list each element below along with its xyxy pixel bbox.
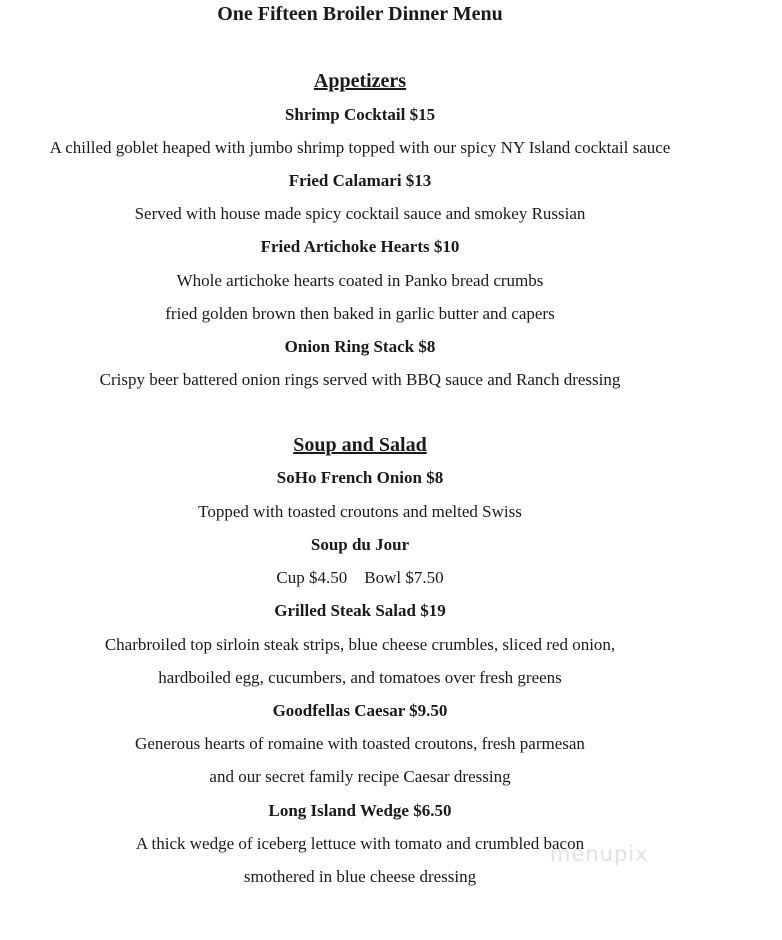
- item-description: hardboiled egg, cucumbers, and tomatoes over fresh greens: [158, 668, 562, 687]
- item-description: Crispy beer battered onion rings served with BBQ sauce and Ranch dressing: [99, 370, 621, 389]
- item-description: Whole artichoke hearts coated in Panko bread crumbs: [176, 271, 544, 290]
- item-description: A chilled goblet heaped with jumbo shrimp topped with our spicy NY Island cocktail sauce: [49, 138, 671, 157]
- section-heading-appetizers: Appetizers: [313, 70, 407, 92]
- menu-item-long-island-wedge: Long Island Wedge $6.50: [268, 801, 452, 820]
- item-description: and our secret family recipe Caesar dressing: [209, 767, 511, 786]
- item-description: A thick wedge of iceberg lettuce with tomato and crumbled bacon: [135, 834, 585, 853]
- watermark-logo: menupix: [550, 842, 649, 866]
- menu-title: One Fifteen Broiler Dinner Menu: [217, 3, 503, 25]
- menu-item-onion-ring-stack: Onion Ring Stack $8: [284, 337, 436, 356]
- item-description: Cup $4.50 Bowl $7.50: [276, 568, 444, 587]
- menu-item-soho-french-onion: SoHo French Onion $8: [276, 468, 444, 487]
- item-description: smothered in blue cheese dressing: [243, 867, 477, 886]
- item-description: Generous hearts of romaine with toasted croutons, fresh parmesan: [135, 734, 585, 753]
- item-description: Charbroiled top sirloin steak strips, blue cheese crumbles, sliced red onion,: [104, 635, 616, 654]
- menu-item-fried-calamari: Fried Calamari $13: [288, 171, 432, 190]
- item-description: fried golden brown then baked in garlic butter and capers: [165, 304, 555, 323]
- menu-item-shrimp-cocktail: Shrimp Cocktail $15: [284, 105, 436, 124]
- menu-item-grilled-steak-salad: Grilled Steak Salad $19: [274, 601, 446, 620]
- item-description: Served with house made spicy cocktail sauce and smokey Russian: [134, 204, 586, 223]
- menu-item-soup-du-jour: Soup du Jour: [310, 535, 410, 554]
- menu-item-fried-artichoke-hearts: Fried Artichoke Hearts $10: [260, 237, 460, 256]
- section-heading-soup-and-salad: Soup and Salad: [293, 434, 427, 456]
- menu-item-goodfellas-caesar: Goodfellas Caesar $9.50: [272, 701, 448, 720]
- item-description: Topped with toasted croutons and melted Swiss: [198, 502, 522, 521]
